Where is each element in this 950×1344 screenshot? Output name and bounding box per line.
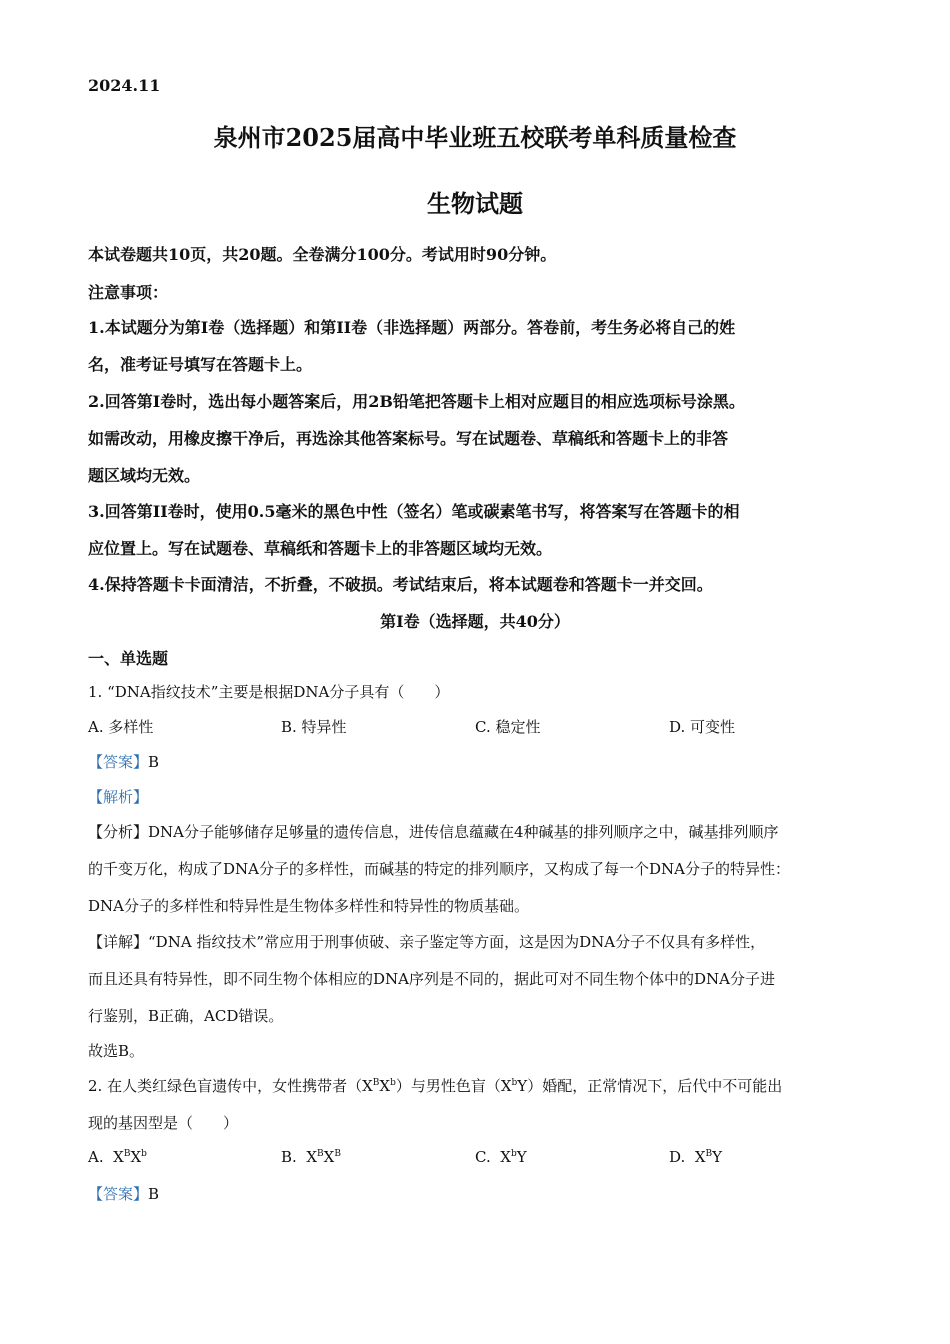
stem-part: ）与男性色盲（X (395, 1077, 512, 1095)
answer-value: B (148, 1185, 160, 1203)
option-base: X (694, 1148, 706, 1166)
fenxi-text: DNA分子能够储存足够量的遗传信息，进传信息蕴藏在4种碱基的排列顺序之中，碱基排列顺序 (148, 823, 779, 841)
notice-heading: 注意事项： (88, 283, 169, 302)
superscript: b (510, 1149, 517, 1159)
option-base: X (323, 1148, 335, 1166)
q1-fenxi-line: 的千变万化，构成了DNA分子的多样性，而碱基的特定的排列顺序，又构成了每一个DNA分子的特异性： (88, 860, 790, 878)
exam-summary: 本试卷题共10页，共20题。全卷满分100分。考试用时90分钟。 (88, 245, 557, 264)
exam-date: 2024.11 (88, 76, 161, 95)
q1-option-d: D. 可变性 (669, 718, 736, 736)
notice-line: 3.回答第II卷时，使用0.5毫米的黑色中性（签名）笔或碳素笔书写，将答案写在答题卡的相 (88, 502, 740, 521)
q2-answer (88, 1183, 159, 1204)
superscript: B (317, 1149, 324, 1159)
q1-detail-line: 而且还具有特异性，即不同生物个体相应的DNA序列是不同的，据此可对不同生物个体中的DNA分子进 (88, 970, 775, 988)
detail-label: 【详解】 (88, 933, 149, 951)
question-1-stem: 1. “DNA指纹技术”主要是根据DNA分子具有（ ） (88, 683, 450, 701)
fenxi-label: 【分析】 (88, 823, 149, 841)
q2-option-d (669, 1148, 722, 1166)
superscript: b (141, 1149, 147, 1159)
superscript: B (123, 1149, 131, 1159)
q2-option-b (281, 1148, 341, 1166)
notice-line: 如需改动，用橡皮擦干净后，再选涂其他答案标号。写在试题卷、草稿纸和答题卡上的非答 (88, 429, 729, 448)
detail-text: “DNA 指纹技术”常应用于刑事侦破、亲子鉴定等方面，这是因为DNA分子不仅具有多样性， (148, 933, 766, 951)
superscript: B (334, 1149, 341, 1159)
superscript: B (705, 1149, 713, 1159)
exam-subject: 生物试题 (427, 189, 523, 218)
section-heading: 第I卷（选择题，共40分） (380, 612, 570, 631)
q1-detail-line: 行鉴别，B正确，ACD错误。 (88, 1007, 284, 1025)
q1-option-a: A. 多样性 (88, 718, 154, 736)
stem-part: X (379, 1077, 391, 1095)
stem-part: Y）婚配，正常情况下，后代中不可能出 (517, 1077, 783, 1095)
answer-label: 【答案】 (88, 753, 149, 771)
superscript: B (372, 1078, 380, 1088)
option-base: Y (516, 1148, 527, 1166)
notice-line: 应位置上。写在试题卷、草稿纸和答题卡上的非答题区域均无效。 (88, 539, 553, 558)
option-label: D. (669, 1148, 686, 1166)
notice-line: 2.回答第I卷时，选出每小题答案后，用2B铅笔把答题卡上相对应题目的相应选项标号涂黑。 (88, 392, 745, 411)
q2-option-c (475, 1148, 527, 1166)
option-label: B. (281, 1148, 297, 1166)
q1-conclusion: 故选B。 (88, 1042, 145, 1060)
question-2-stem (88, 1075, 782, 1096)
question-2-stem-line2: 现的基因型是（ ） (88, 1114, 239, 1132)
exam-title: 泉州市2025届高中毕业班五校联考单科质量检查 (213, 123, 737, 152)
part-heading: 一、单选题 (88, 649, 169, 668)
q1-answer (88, 751, 159, 772)
option-label: C. (475, 1148, 491, 1166)
answer-value: B (148, 753, 160, 771)
option-base: X (113, 1148, 124, 1166)
option-label: A. (88, 1148, 104, 1166)
answer-label: 【答案】 (88, 1185, 149, 1203)
q1-option-b: B. 特异性 (281, 718, 347, 736)
superscript: b (390, 1078, 396, 1088)
q2-option-a (88, 1148, 147, 1166)
notice-line: 4.保持答题卡卡面清洁，不折叠，不破损。考试结束后，将本试题卷和答题卡一并交回。 (88, 575, 713, 594)
q1-analysis-label: 【解析】 (88, 788, 149, 806)
option-base: X (306, 1148, 318, 1166)
option-base: X (500, 1148, 511, 1166)
notice-line: 1.本试题分为第I卷（选择题）和第II卷（非选择题）两部分。答卷前，考生务必将自己的姓 (88, 318, 736, 337)
superscript: b (511, 1078, 518, 1088)
notice-line: 名，准考证号填写在答题卡上。 (88, 355, 313, 374)
option-base: Y (712, 1148, 723, 1166)
q1-option-c: C. 稳定性 (475, 718, 541, 736)
option-base: X (130, 1148, 142, 1166)
q1-fenxi-line (88, 821, 779, 842)
stem-part: 2. 在人类红绿色盲遗传中，女性携带者（X (88, 1077, 373, 1095)
q1-fenxi-line: DNA分子的多样性和特异性是生物体多样性和特异性的物质基础。 (88, 897, 529, 915)
q1-detail-line (88, 931, 765, 952)
notice-line: 题区域均无效。 (88, 466, 201, 485)
